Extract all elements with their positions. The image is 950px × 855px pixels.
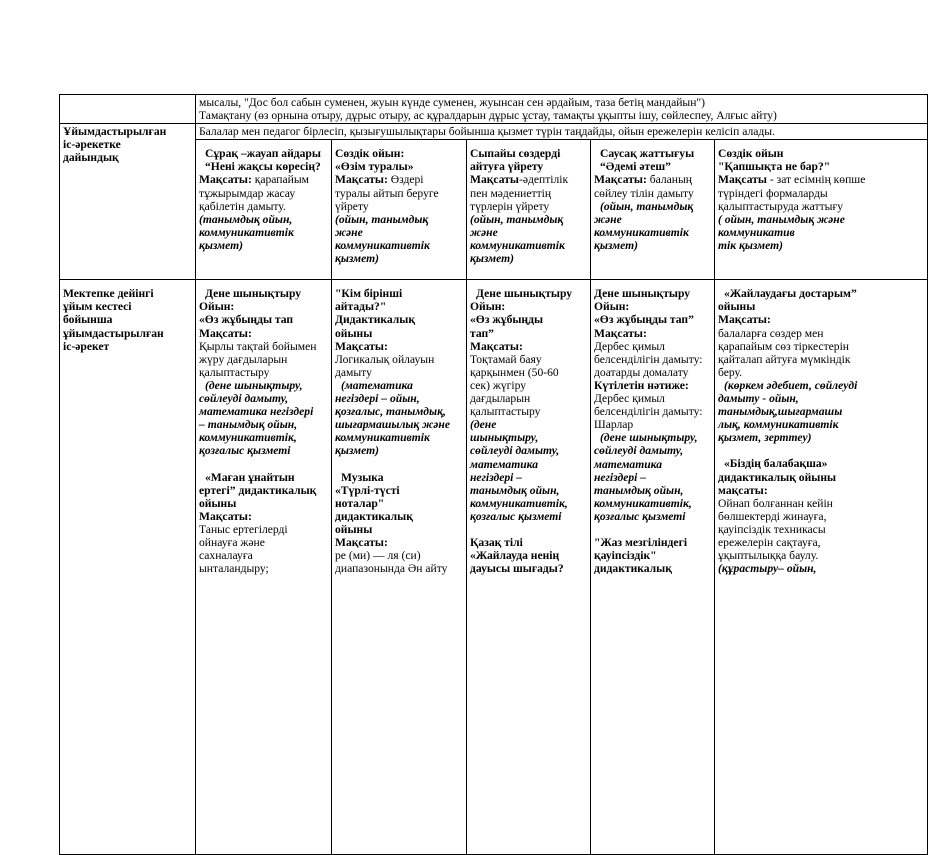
- cell-line: дамыту - ойын,: [718, 392, 799, 406]
- cell-line: лық, коммуникативтік: [718, 418, 839, 432]
- cell-line: тап”: [470, 326, 494, 340]
- cell-line: "Кім бірінші: [335, 287, 403, 301]
- cell-line: коммуникативтік: [470, 238, 565, 252]
- cell-line: Күтілетін нәтиже:: [594, 378, 689, 392]
- cell-line: Дербес қимыл: [594, 392, 665, 406]
- cell-line: Мақсаты:: [199, 509, 252, 523]
- cell-line: ережелерін сақтауға,: [718, 535, 821, 549]
- cell-line: [594, 173, 711, 186]
- preparation-intro-text: Балалар мен педагог бірлесіп, қызығушылықтары бойынша қызмет түрін таңдайды, ойын ережелерін келісіп алады.: [199, 125, 775, 139]
- cell-line: ойнауға және: [199, 535, 265, 549]
- cell-text-run: Мақсаты:: [335, 173, 388, 187]
- cell-line: айтуға үйрету: [470, 160, 544, 174]
- cell-line: «Өз жұбыңды тап: [199, 313, 294, 327]
- row-header-line: ұйым кестесі: [63, 300, 132, 314]
- cell-line: (дене: [470, 418, 497, 432]
- cell-line: Ойын:: [199, 300, 235, 314]
- cell-line: «Жайлаудағы достарым”: [724, 287, 857, 301]
- cell-line: Сөздік ойын: [718, 147, 784, 161]
- cell-line: қалыптастыру: [470, 405, 541, 419]
- cell-line: (ойын, танымдық: [470, 212, 564, 226]
- cell-line: «Жайлауда ненің: [470, 549, 560, 563]
- row-header-line: дайындық: [63, 151, 119, 165]
- row-header-line: іс-әрекет: [63, 339, 110, 353]
- cell-line: тұжырымдар жасау: [199, 186, 296, 200]
- cell-text-run: баланың: [646, 173, 692, 187]
- prep-cell: [332, 140, 467, 280]
- cell-line: туралы айтып беруге: [335, 186, 439, 200]
- cell-line: мақсаты:: [718, 483, 768, 497]
- cell-line: қайталап айтуға мүмкіндік: [718, 352, 851, 366]
- row-header-line: бойынша: [63, 313, 113, 327]
- cell-line: негіздері –: [470, 470, 523, 484]
- cell-line: белсенділігін дамыту:: [594, 405, 703, 419]
- cell-line: ойыны: [718, 300, 756, 314]
- activity-cell: [715, 280, 928, 855]
- cell-line: ынталандыру;: [199, 562, 269, 576]
- cell-line: Шарлар: [594, 418, 634, 432]
- cell-line: және: [470, 225, 498, 239]
- cell-line: Қазақ тілі: [470, 535, 523, 549]
- table-row-intro: [60, 124, 928, 140]
- cell-line: Мақсаты:: [594, 326, 647, 340]
- cell-text-run: Өздері: [387, 173, 424, 187]
- cell-line: ертегі” дидактикалық: [199, 483, 317, 497]
- cell-line: "Қапшықта не бар?": [718, 160, 831, 174]
- table-row-hygiene: [60, 95, 928, 124]
- cell-line: дидактикалық: [335, 509, 413, 523]
- cell-line: «Өзім туралы»: [335, 160, 414, 174]
- cell-line: математика негіздері: [199, 405, 314, 419]
- cell-line: сөйлеуді дамыту,: [594, 444, 684, 458]
- cell-line: "Жаз мезгіліндегі: [594, 535, 688, 549]
- cell-line: түріндегі формаларды: [718, 186, 828, 200]
- cell-line: танымдық,шығармашы: [718, 405, 843, 419]
- cell-line: [470, 173, 587, 186]
- cell-line: «Біздің балабақша»: [724, 457, 828, 471]
- cell-line: ре (ми) — ля (си): [335, 549, 421, 563]
- cell-line: ойыны: [199, 496, 237, 510]
- cell-line: жүру дағдыларын: [199, 352, 288, 366]
- cell-line: «Түрлі-түсті: [335, 483, 400, 497]
- cell-line: Дидактикалық: [335, 313, 416, 327]
- cell-line: үйрету: [335, 199, 369, 213]
- cell-line: Мақсаты:: [335, 339, 388, 353]
- cell-line: математика: [470, 457, 539, 471]
- cell-line: қозғалыс қызметі: [470, 509, 562, 523]
- cell-line: белсенділігін дамыту:: [594, 352, 703, 366]
- cell-line: коммуникативтік: [199, 225, 294, 239]
- cell-line: танымдық ойын,: [470, 483, 560, 497]
- cell-line: қарқынмен (50-60: [470, 365, 559, 379]
- cell-line: тік қызмет): [718, 238, 783, 252]
- cell-line: негіздері – ойын,: [335, 392, 420, 406]
- cell-line: [335, 173, 463, 186]
- cell-line: коммуникативтік,: [470, 496, 568, 510]
- table-row-organized-activity: [60, 280, 928, 855]
- hygiene-cell: [196, 95, 928, 124]
- cell-text-run: қарапайым: [251, 173, 309, 187]
- cell-line: Дене шынықтыру: [476, 287, 573, 301]
- cell-line: дағдыларын: [470, 392, 531, 406]
- prep-cell: [196, 140, 332, 280]
- cell-line: (ойын, танымдық: [600, 199, 694, 213]
- row-header-line: Ұйымдастырылған: [63, 125, 167, 139]
- cell-line: «Өз жұбыңды: [470, 313, 544, 327]
- cell-line: – танымдық ойын,: [199, 418, 298, 432]
- row-header-organized-activity: [60, 280, 196, 855]
- cell-line: қауіпсіздік": [594, 549, 657, 563]
- cell-line: Сөздік ойын:: [335, 147, 405, 161]
- cell-line: қозғалыс қызметі: [199, 444, 291, 458]
- cell-line: қызмет): [335, 252, 379, 266]
- cell-line: қызмет): [199, 238, 243, 252]
- cell-line: қызмет, зерттеу): [718, 431, 812, 445]
- cell-line: (құрастыру– ойын,: [718, 562, 817, 576]
- cell-line: «Маған ұнайтын: [205, 470, 295, 484]
- cell-line: коммуникативтік: [335, 431, 430, 445]
- cell-line: сөйлеу тілін дамыту: [594, 186, 694, 200]
- activity-cell: [591, 280, 715, 855]
- cell-line: пен мәдениеттің: [470, 186, 552, 200]
- cell-line: түрлерін үйрету: [470, 199, 550, 213]
- cell-line: шығармашылық және: [335, 418, 450, 432]
- cell-line: «Өз жұбыңды тап”: [594, 313, 694, 327]
- cell-line: танымдық ойын,: [594, 483, 684, 497]
- cell-line: Тоқтамай баяу: [470, 352, 542, 366]
- cell-line: (ойын, танымдық: [335, 212, 429, 226]
- cell-line: сөйлеуді дамыту,: [199, 392, 289, 406]
- cell-line: қабілетін дамыту.: [199, 199, 286, 213]
- cell-line: Қырлы тақтай бойымен: [199, 339, 317, 353]
- cell-text-run: Мақсаты:: [594, 173, 647, 187]
- cell-line: ноталар": [335, 496, 385, 510]
- cell-line: қызмет): [335, 444, 379, 458]
- cell-line: “Әдемі әтеш”: [600, 160, 671, 174]
- cell-line: коммуникативтік,: [594, 496, 692, 510]
- row-header-line: іс-әрекетке: [63, 138, 121, 152]
- cell-line: қалыптастыру: [199, 365, 270, 379]
- cell-line: қызмет): [594, 238, 638, 252]
- row-header-preparation: [60, 124, 196, 280]
- cell-line: шынықтыру,: [470, 431, 539, 445]
- cell-line: Саусақ жаттығуы: [600, 147, 695, 161]
- cell-line: және: [594, 212, 622, 226]
- cell-text-run: -әдептілік: [518, 173, 569, 187]
- cell-line: (дене шынықтыру,: [205, 378, 303, 392]
- cell-line: (танымдық ойын,: [199, 212, 293, 226]
- cell-line: бөлшектерді жинауға,: [718, 509, 827, 523]
- prep-cell: [467, 140, 591, 280]
- cell-line: Сұрақ –жауап айдары: [205, 147, 321, 161]
- cell-line: дауысы шығады?: [470, 562, 564, 576]
- cell-line: қызмет): [470, 252, 514, 266]
- preparation-intro: [196, 124, 928, 140]
- cell-line: (көркем әдебиет, сөйлеуді: [724, 378, 858, 392]
- row-header-line: Мектепке дейінгі: [63, 287, 154, 301]
- cell-line: “Нені жақсы көресің?: [205, 160, 321, 174]
- activity-cell: [467, 280, 591, 855]
- cell-line: Логикалық ойлауын: [335, 352, 435, 366]
- prep-cell: [715, 140, 928, 280]
- blank-line: [470, 523, 587, 536]
- cell-line: Ойын:: [470, 300, 506, 314]
- prep-cell: [591, 140, 715, 280]
- row-header-empty: [60, 95, 196, 124]
- cell-line: коммуникативтік: [594, 225, 689, 239]
- cell-line: Мақсаты:: [718, 313, 771, 327]
- cell-line: коммуникативтік,: [199, 431, 297, 445]
- cell-text-run: Мақсаты: [718, 173, 767, 187]
- cell-line: Дене шынықтыру: [205, 287, 302, 301]
- cell-line: ойыны: [335, 326, 373, 340]
- cell-line: Мақсаты:: [199, 326, 252, 340]
- cell-line: дидактикалық ойыны: [718, 470, 837, 484]
- cell-line: беру.: [718, 365, 743, 379]
- blank-line: [594, 523, 711, 536]
- activity-cell: [332, 280, 467, 855]
- hygiene-line-2: Тамақтану (өз орнына отыру, дұрыс отыру, ас құралдарын дұрыс ұстау, тамақты ұқыпты ішу, сөйлеспеу, Алғыс айту): [199, 109, 777, 123]
- cell-line: коммуникатив: [718, 225, 795, 239]
- cell-line: Сыпайы сөздерді: [470, 147, 561, 161]
- cell-line: Дербес қимыл: [594, 339, 665, 353]
- cell-line: доатарды домалату: [594, 365, 689, 379]
- cell-line: [199, 173, 328, 186]
- cell-line: сек) жүгіру: [470, 378, 527, 392]
- cell-line: Таныс ертегілерді: [199, 522, 288, 536]
- cell-line: және: [335, 225, 363, 239]
- cell-line: диапазонында Ән айту: [335, 562, 448, 576]
- cell-line: ойыны: [335, 522, 373, 536]
- blank-line: [718, 444, 924, 457]
- cell-line: сөйлеуді дамыту,: [470, 444, 560, 458]
- cell-line: айтады?": [335, 300, 387, 314]
- cell-line: (математика: [341, 378, 413, 392]
- cell-line: коммуникативтік: [335, 238, 430, 252]
- cell-text-run: - зат есімнің көпше: [766, 173, 866, 187]
- cell-line: қауіпсіздік техникасы: [718, 522, 826, 536]
- cell-line: (дене шынықтыру,: [600, 431, 698, 445]
- blank-line: [199, 458, 328, 471]
- cell-line: Музыка: [341, 470, 384, 484]
- cell-line: қарапайым сөз тіркестерін: [718, 339, 850, 353]
- activity-cell: [196, 280, 332, 855]
- cell-line: негіздері –: [594, 470, 647, 484]
- blank-line: [335, 458, 463, 471]
- cell-line: Ойын:: [594, 300, 630, 314]
- cell-line: математика: [594, 457, 663, 471]
- cell-line: Мақсаты:: [470, 339, 523, 353]
- row-header-line: ұйымдастырылған: [63, 326, 164, 340]
- hygiene-line-1: мысалы, "Дос бол сабын суменен, жуын күнде суменен, жуынсан сен әрдайым, таза бетің мандайын"): [199, 96, 706, 109]
- cell-line: балаларға сөздер мен: [718, 326, 824, 340]
- cell-text-run: Мақсаты: [470, 173, 519, 187]
- cell-line: қозғалыс қызметі: [594, 509, 686, 523]
- cell-line: дидактикалық: [594, 562, 672, 576]
- cell-text-run: Мақсаты:: [199, 173, 252, 187]
- cell-line: ( ойын, танымдық және: [718, 212, 845, 226]
- cell-line: Ойнап болғаннан кейін: [718, 496, 833, 510]
- cell-line: сахналауға: [199, 549, 253, 563]
- cell-line: дамыту: [335, 365, 372, 379]
- cell-line: ұқыптылыққа баулу.: [718, 549, 819, 563]
- cell-line: Дене шынықтыру: [594, 287, 691, 301]
- cell-line: [718, 173, 924, 186]
- cell-line: қалыптастыруда жаттығу: [718, 199, 844, 213]
- cell-line: қозғалыс, танымдық,: [335, 405, 446, 419]
- daily-plan-table: [59, 94, 928, 855]
- cell-line: Мақсаты:: [335, 535, 388, 549]
